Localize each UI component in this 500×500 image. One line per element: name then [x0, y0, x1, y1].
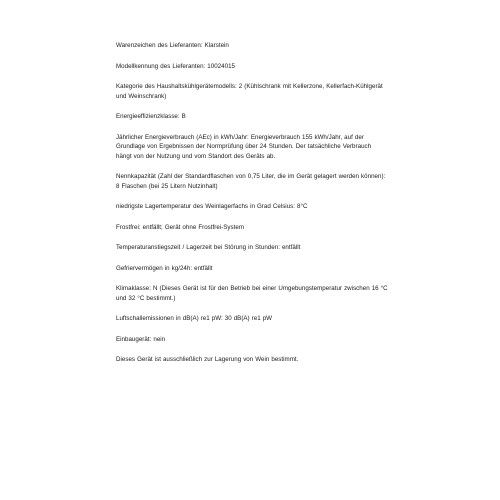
- freezing-capacity: Gefriervermögen in kg/24h: entfällt: [116, 264, 213, 272]
- noise-emissions: Luftschallemissionen in dB(A) re1 pW: 30 dB(A) re1 pW: [116, 315, 273, 322]
- wine-storage-note: Dieses Gerät ist ausschließlich zur Lagerung von Wein bestimmt.: [116, 356, 299, 363]
- rated-capacity: Nennkapazität (Zahl der Standardflaschen von 0,75 Liter, die im Gerät gelagert werden können): 8 Flaschen (bei 25 Litern Nutzinhalt): [116, 173, 386, 190]
- appliance-category: Kategorie des Haushaltskühlgerätemodells: 2 (Kühlschrank mit Kellerzone, Kellerfach-Kühlgerät und Weinschrank): [116, 83, 383, 100]
- frost-free: Frostfrei: entfällt; Gerät ohne Frostfrei-System: [116, 223, 245, 231]
- supplier-model-id: Modellkennung des Lieferanten: 10024015: [116, 62, 235, 70]
- lowest-storage-temperature: niedrigste Lagertemperatur des Weinlagerfachs in Grad Celsius: 8°C: [116, 203, 308, 210]
- climate-class: Klimaklasse: N (Dieses Gerät ist für den Betrieb bei einer Umgebungstemperatur zwischen 16 °C und 32 °C bestimmt.): [116, 285, 388, 302]
- energy-efficiency-class: Energieeffizienzklasse: B: [116, 113, 186, 120]
- supplier-trademark: Warenzeichen des Lieferanten: Klarstein: [116, 42, 229, 49]
- temperature-rise-time: Temperaturanstiegszeit / Lagerzeit bei Störung in Stunden: entfällt: [116, 244, 301, 251]
- annual-energy-consumption: Jährlicher Energieverbrauch (AEc) in kWh/Jahr: Energieverbrauch 155 kWh/Jahr, auf der Grundlage von Ergebnissen der Normprüfung über 24 Stunden. Der tatsächliche Verbrauch hängt von der Nutzung und vom Standort des Geräts ab.: [116, 133, 372, 160]
- document-body: [116, 41, 388, 376]
- built-in-appliance: Einbaugerät: nein: [116, 335, 166, 343]
